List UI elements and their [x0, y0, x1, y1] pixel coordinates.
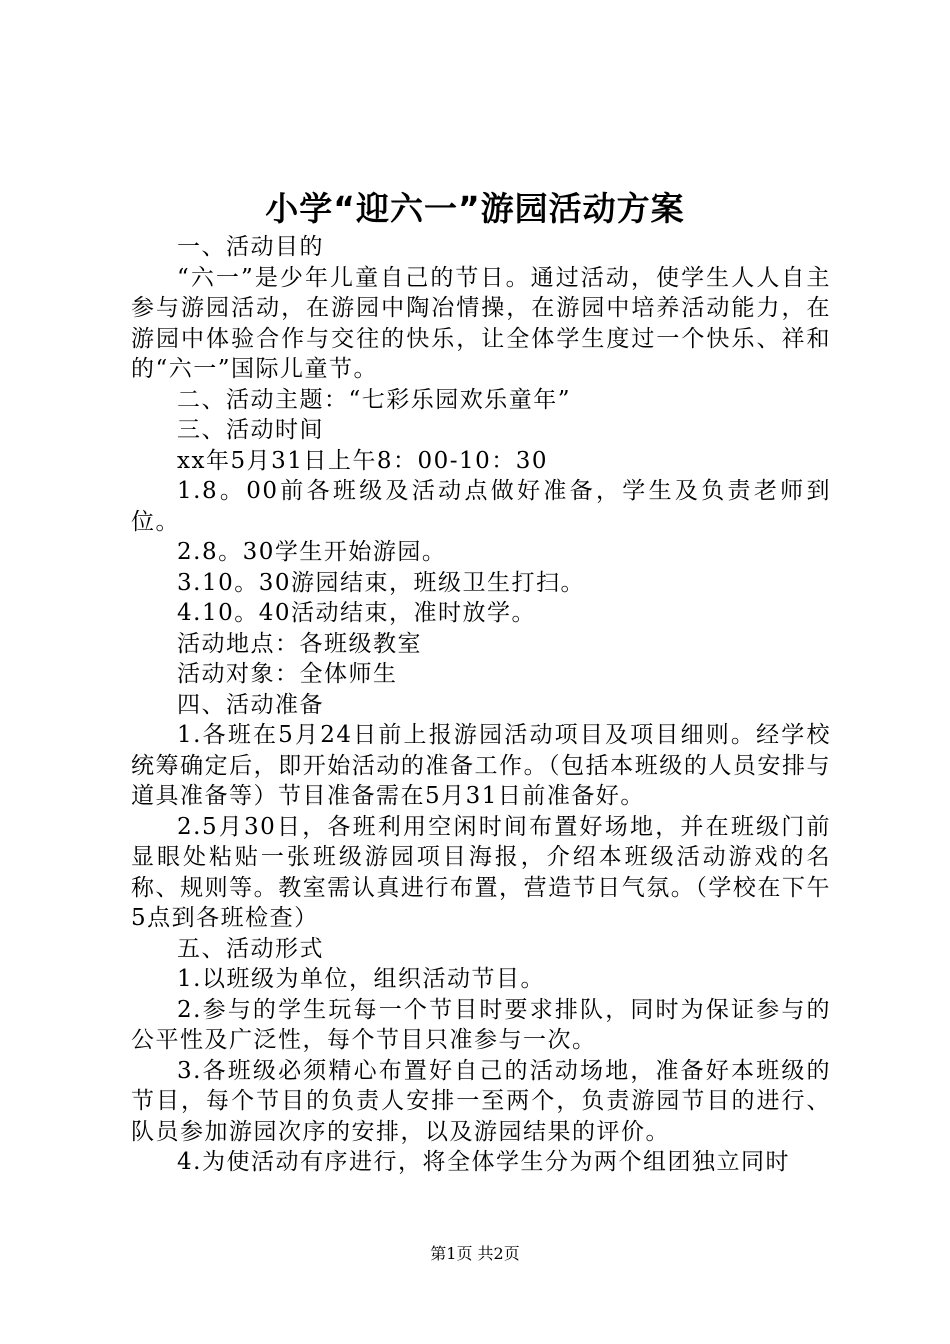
paragraph-participants: 活动对象：全体师生 [177, 661, 398, 687]
section-heading-preparation: 四、活动准备 [177, 691, 324, 718]
section-heading-format: 五、活动形式 [177, 935, 324, 962]
page-footer: 第1页 共2页 [430, 1244, 520, 1263]
list-item-time-1: 1.8。00前各班级及活动点做好准备，学生及负责老师到位。 [131, 478, 831, 535]
list-item-time-2: 2.8。30学生开始游园。 [177, 539, 447, 565]
document-title: 小学“迎六一”游园活动方案 [265, 189, 685, 228]
paragraph-date: xx年5月31日上午8：00-10：30 [177, 447, 549, 474]
paragraph-location: 活动地点：各班级教室 [177, 630, 422, 657]
list-item-format-1: 1.以班级为单位，组织活动节目。 [177, 966, 545, 992]
document-body [131, 232, 831, 1178]
section-heading-purpose: 一、活动目的 [177, 234, 324, 260]
list-item-format-3: 3.各班级必须精心布置好自己的活动场地，准备好本班级的节目，每个节目的负责人安排一至两个，负责游园节目的进行、队员参加游园次序的安排，以及游园结果的评价。 [131, 1057, 831, 1145]
section-heading-theme: 二、活动主题：“七彩乐园欢乐童年” [177, 386, 572, 413]
section-heading-time: 三、活动时间 [177, 417, 324, 443]
list-item-preparation-2: 2.5月30日，各班利用空闲时间布置好场地，并在班级门前显眼处粘贴一张班级游园项目海报，介绍本班级活动游戏的名称、规则等。教室需认真进行布置，营造节日气氛。（学校在下午5点到各班检查） [131, 813, 831, 931]
list-item-format-4: 4.为使活动有序进行，将全体学生分为两个组团独立同时 [177, 1149, 790, 1175]
paragraph-purpose-text: “六一”是少年儿童自己的节日。通过活动，使学生人人自主参与游园活动，在游园中陶冶情操，在游园中培养活动能力，在游园中体验合作与交往的快乐，让全体学生度过一个快乐、祥和的“六一”国际儿童节。 [131, 264, 831, 382]
list-item-format-2: 2.参与的学生玩每一个节目时要求排队，同时为保证参与的公平性及广泛性，每个节目只准参与一次。 [131, 996, 831, 1053]
list-item-time-4: 4.10。40活动结束，准时放学。 [177, 600, 536, 626]
list-item-preparation-1: 1.各班在5月24日前上报游园活动项目及项目细则。经学校统筹确定后，即开始活动的准备工作。（包括本班级的人员安排与道具准备等）节目准备需在5月31日前准备好。 [131, 722, 831, 809]
list-item-time-3: 3.10。30游园结束，班级卫生打扫。 [177, 569, 585, 596]
